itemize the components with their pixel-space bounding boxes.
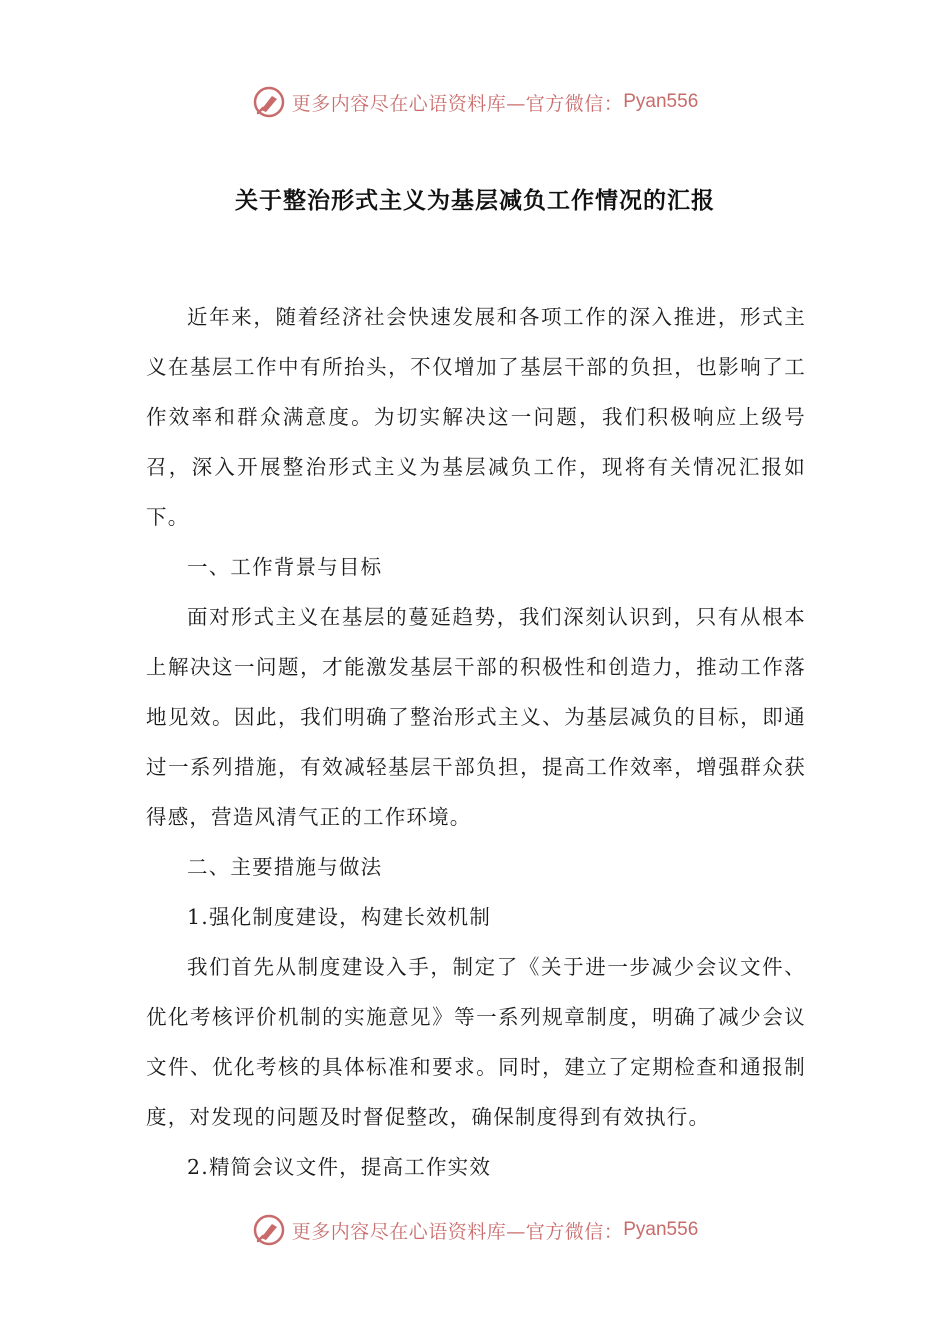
paragraph: 我们首先从制度建设入手，制定了《关于进一步减少会议文件、优化考核评价机制的实施意见》等一系列规章制度，明确了减少会议文件、优化考核的具体标准和要求。同时，建立了定期检查和通报制度，对发现的问题及时督促整改，确保制度得到有效执行。: [146, 955, 806, 1129]
header-banner: [0, 82, 950, 122]
subsection-heading: 2.精简会议文件，提高工作实效: [187, 1155, 492, 1179]
banner-text: 更多内容尽在心语资料库—官方微信：: [291, 1220, 624, 1243]
pen-nib-logo-icon: [252, 85, 286, 119]
document-title: 关于整治形式主义为基层减负工作情况的汇报: [235, 187, 715, 214]
section-heading: 二、主要措施与做法: [187, 855, 383, 879]
banner-wechat-id: Pyan556: [623, 91, 699, 112]
banner-text: 更多内容尽在心语资料库—官方微信：: [291, 92, 624, 115]
paragraph: 近年来，随着经济社会快速发展和各项工作的深入推进，形式主义在基层工作中有所抬头，不仅增加了基层干部的负担，也影响了工作效率和群众满意度。为切实解决这一问题，我们积极响应上级号召，深入开展整治形式主义为基层减负工作，现将有关情况汇报如下。: [146, 305, 806, 529]
subsection-heading: 1.强化制度建设，构建长效机制: [187, 905, 492, 929]
footer-banner: [0, 1210, 950, 1250]
document-body: [146, 292, 806, 1192]
banner-wechat-id: Pyan556: [623, 1219, 699, 1240]
pen-nib-logo-icon: [252, 1213, 286, 1247]
paragraph: 面对形式主义在基层的蔓延趋势，我们深刻认识到，只有从根本上解决这一问题，才能激发基层干部的积极性和创造力，推动工作落地见效。因此，我们明确了整治形式主义、为基层减负的目标，即通过一系列措施，有效减轻基层干部负担，提高工作效率，增强群众获得感，营造风清气正的工作环境。: [146, 605, 806, 829]
section-heading: 一、工作背景与目标: [187, 555, 383, 579]
